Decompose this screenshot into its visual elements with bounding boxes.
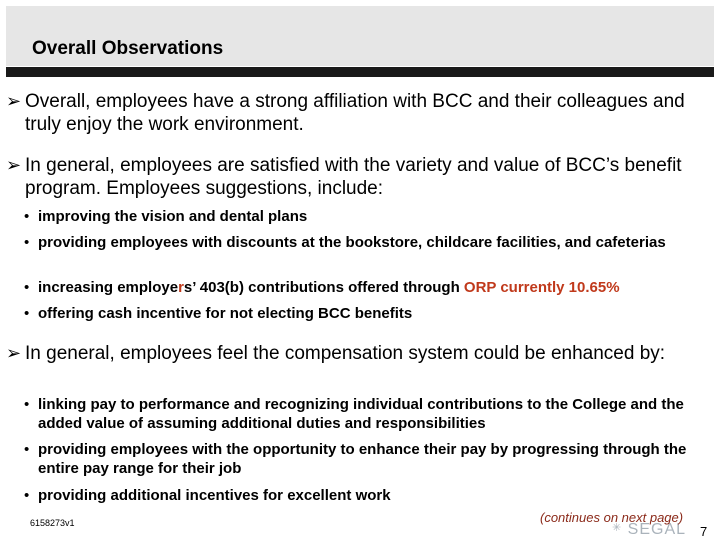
dot-bullet-icon: • — [24, 305, 30, 322]
orp-highlight: ORP currently 10.65% — [463, 279, 620, 296]
sub-bullet-discounts — [24, 233, 720, 252]
continues-note: (continues on next page) — [540, 510, 684, 525]
page-number: 7 — [700, 524, 708, 539]
bullet-benefits — [6, 154, 706, 200]
sub-bullet-text: improving the vision and dental plans — [38, 208, 308, 225]
dot-bullet-icon: • — [24, 396, 30, 413]
arrow-bullet-icon: ➢ — [6, 91, 22, 111]
sub-bullet-vision — [24, 207, 720, 226]
bullet-text: Overall, employees have a strong affiliation with BCC and their colleagues and truly enjoy the work environment. — [25, 91, 685, 135]
bullet-affiliation — [6, 90, 706, 136]
dot-bullet-icon: • — [24, 208, 30, 225]
bullet-compensation — [6, 342, 706, 365]
logo-star-icon: ✳ — [612, 522, 623, 534]
title-bar — [6, 6, 714, 66]
bullet-text: In general, employees feel the compensation system could be enhanced by: — [25, 343, 666, 364]
bullet-text: In general, employees are satisfied with the variety and value of BCC’s benefit program. Employees suggestions, include: — [25, 155, 682, 199]
sub-bullet-cash-incentive — [24, 304, 720, 323]
sub-bullet-text: providing employees with the opportunity to enhance their pay by progressing through the entire pay range for their job — [38, 441, 687, 477]
sub-bullet-text: linking pay to performance and recognizing individual contributions to the College and the added value of assuming additional duties and responsibilities — [38, 396, 684, 432]
sub-bullet-pay-performance — [24, 395, 720, 433]
arrow-bullet-icon: ➢ — [6, 343, 22, 363]
sub-bullet-text: increasing employers’ 403(b) contributions offered through ORP currently 10.65% — [38, 279, 620, 296]
sub-bullet-text: providing employees with discounts at the bookstore, childcare facilities, and cafeterias — [38, 234, 666, 251]
sub-bullet-text: providing additional incentives for excellent work — [38, 487, 391, 504]
title-rule — [6, 67, 714, 77]
sub-bullet-pay-range — [24, 440, 720, 478]
sub-bullet-text: offering cash incentive for not electing BCC benefits — [38, 305, 413, 322]
document-id: 6158273v1 — [30, 518, 75, 528]
sub-bullet-orp — [24, 278, 720, 297]
segal-logo: ✳ SEGAL — [612, 521, 687, 538]
arrow-bullet-icon: ➢ — [6, 155, 22, 175]
dot-bullet-icon: • — [24, 234, 30, 251]
dot-bullet-icon: • — [24, 441, 30, 458]
dot-bullet-icon: • — [24, 487, 30, 504]
sub-bullet-incentives — [24, 486, 720, 505]
slide-title: Overall Observations — [32, 38, 224, 59]
dot-bullet-icon: • — [24, 279, 30, 296]
